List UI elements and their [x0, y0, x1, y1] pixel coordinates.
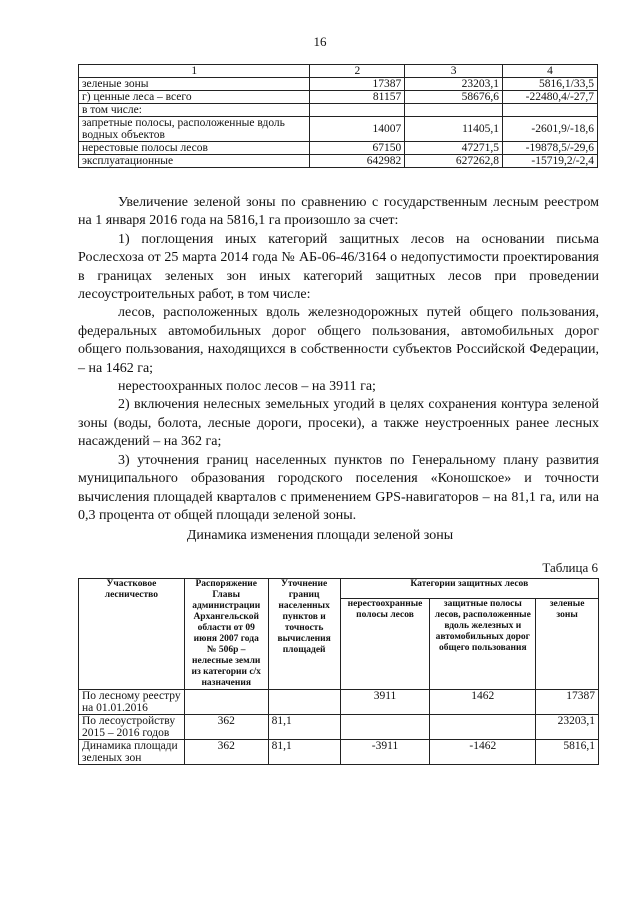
- column-number: 1: [79, 65, 310, 78]
- table-cell: 58676,6: [405, 91, 503, 104]
- table-row: [79, 117, 598, 142]
- table-cell: 362: [184, 740, 268, 765]
- table-cell: 67150: [310, 142, 405, 155]
- body-text: [78, 194, 599, 525]
- column-header: защитные полосы лесов, расположенные вдоль железных и автомобильных дорог общего пользования: [430, 598, 536, 689]
- table-cell: 1462: [430, 690, 536, 715]
- table-cell: -1462: [430, 740, 536, 765]
- table-cell: 627262,8: [405, 155, 503, 168]
- paragraph: 3) уточнения границ населенных пунктов по Генеральному плану развития муниципального образования городского поселения «Коношское» и точности вычисления площадей кварталов с применением GPS-навигаторов – на 81,1 га, или на 0,3 процента от общей площади зеленой зоны.: [78, 452, 599, 523]
- table-cell: 14007: [310, 117, 405, 142]
- row-label: зеленые зоны: [79, 78, 310, 91]
- row-label: г) ценные леса – всего: [79, 91, 310, 104]
- column-header: зеленые зоны: [536, 598, 599, 689]
- paragraph: лесов, расположенных вдоль железнодорожных путей общего пользования, федеральных автомобильных дорог общего пользования, автомобильных дорог общего пользования, находящихся в собственности субъектов Российской Федерации, – на 1462 га;: [78, 305, 599, 376]
- paragraph: нерестоохранных полос лесов – на 3911 га;: [118, 379, 376, 395]
- table-cell: -19878,5/-29,6: [503, 142, 598, 155]
- row-label: нерестовые полосы лесов: [79, 142, 310, 155]
- table-cell: [503, 104, 598, 117]
- row-label: эксплуатационные: [79, 155, 310, 168]
- table-cell: [310, 104, 405, 117]
- table-cell: -2601,9/-18,6: [503, 117, 598, 142]
- table-cell: -22480,4/-27,7: [503, 91, 598, 104]
- section-heading: Динамика изменения площади зеленой зоны: [186, 528, 454, 543]
- row-label: Динамика площади зеленых зон: [79, 740, 185, 765]
- column-number: 3: [405, 65, 503, 78]
- table-cell: 81,1: [268, 715, 340, 740]
- table-cell: -15719,2/-2,4: [503, 155, 598, 168]
- table-row: [79, 690, 599, 715]
- row-label: запретные полосы, расположенные вдоль водных объектов: [79, 117, 310, 142]
- table-row: [79, 78, 598, 91]
- column-header: Распоряжение Главы администрации Архангельской области от 09 июня 2007 года № 506р – нелесные земли из категории с/х назначения: [184, 579, 268, 690]
- row-label: в том числе:: [79, 104, 310, 117]
- table-label: Таблица 6: [542, 560, 598, 575]
- page-number: 16: [313, 34, 327, 49]
- paragraph: 2) включения нелесных земельных угодий в целях сохранения контура зеленой зоны (воды, болота, лесные дороги, просеки), а также неустроенных ранее лесных насаждений – на 362 га;: [78, 397, 599, 450]
- table-header-row: [79, 65, 598, 78]
- table-cell: 11405,1: [405, 117, 503, 142]
- column-header: нерестоохранные полосы лесов: [340, 598, 430, 689]
- table-cell: [268, 690, 340, 715]
- column-number: 2: [310, 65, 405, 78]
- table-cell: [405, 104, 503, 117]
- row-label: По лесному реестру на 01.01.2016: [79, 690, 185, 715]
- table-row: [79, 104, 598, 117]
- column-number: 4: [503, 65, 598, 78]
- table-cell: [340, 715, 430, 740]
- table-cell: 5816,1/33,5: [503, 78, 598, 91]
- table-row: [79, 142, 598, 155]
- table-cell: 17387: [536, 690, 599, 715]
- paragraph: Увеличение зеленой зоны по сравнению с государственным лесным реестром на 1 января 2016 года на 5816,1 га произошло за счет:: [78, 195, 599, 229]
- table-header-row: [79, 579, 599, 599]
- table-row: [79, 740, 599, 765]
- table-cell: [184, 690, 268, 715]
- row-label: По лесоустройству 2015 – 2016 годов: [79, 715, 185, 740]
- table-cell: 17387: [310, 78, 405, 91]
- table-cell: 23203,1: [536, 715, 599, 740]
- table-cell: -3911: [340, 740, 430, 765]
- table-cell: 642982: [310, 155, 405, 168]
- table-row: [79, 91, 598, 104]
- table-cell: 81,1: [268, 740, 340, 765]
- paragraph: 1) поглощения иных категорий защитных лесов на основании письма Рослесхоза от 25 марта 2014 года № АБ-06-46/3164 о недопустимости проектирования в границах зеленых зон иных категорий защитных лесов при проведении лесоустроительных работ, в том числе:: [78, 231, 599, 303]
- table-row: [79, 715, 599, 740]
- column-header: Уточнение границ населенных пунктов и точность вычисления площадей: [268, 579, 340, 690]
- table-cell: [430, 715, 536, 740]
- table-cell: 81157: [310, 91, 405, 104]
- green-zone-dynamics-table: [78, 578, 599, 765]
- column-header: Участковое лесничество: [79, 579, 185, 690]
- table-cell: 47271,5: [405, 142, 503, 155]
- table-row: [79, 155, 598, 168]
- table-cell: 362: [184, 715, 268, 740]
- column-group-header: Категории защитных лесов: [340, 579, 598, 599]
- table-cell: 23203,1: [405, 78, 503, 91]
- table-cell: 5816,1: [536, 740, 599, 765]
- forest-categories-table: [78, 64, 598, 168]
- table-cell: 3911: [340, 690, 430, 715]
